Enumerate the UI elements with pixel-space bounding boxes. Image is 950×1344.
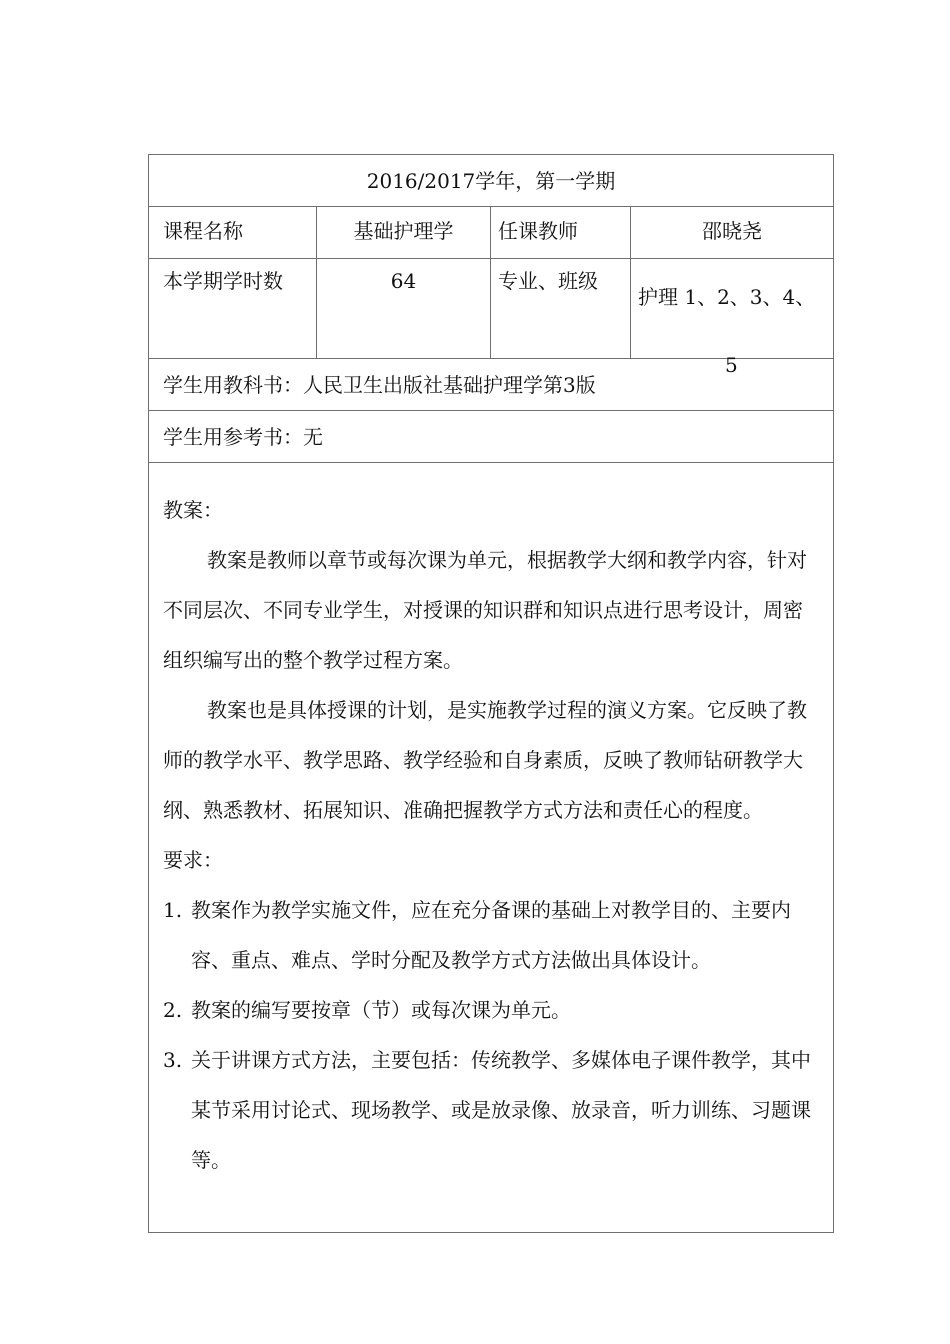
requirement-text: 教案作为教学实施文件，应在充分备课的基础上对教学目的、主要内容、重点、难点、学时分配及教学方式方法做出具体设计。 [191,898,791,972]
lesson-plan-form [148,154,834,1233]
requirement-text: 关于讲课方式方法，主要包括：传统教学、多媒体电子课件教学，其中某节采用讨论式、现场教学、或是放录像、放录音，听力训练、习题课等。 [191,1048,811,1172]
hours-label-cell [149,259,317,359]
requirement-text: 教案的编写要按章（节）或每次课为单元。 [191,998,571,1022]
hours-label: 本学期学时数 [163,269,283,293]
course-name-value-cell [317,207,491,259]
requirement-item [163,1035,815,1185]
major-class-label: 专业、班级 [498,269,598,293]
course-name-value: 基础护理学 [353,219,454,243]
requirement-number: 2. [163,998,183,1022]
reference-book-text: 学生用参考书：无 [149,411,834,463]
teacher-value-cell [631,207,834,259]
major-class-label-cell [491,259,631,359]
major-class-value: 护理 1、2、3、4、 [638,285,816,309]
lesson-plan-paragraph: 教案也是具体授课的计划，是实施教学过程的演义方案。它反映了教师的教学水平、教学思路、教学经验和自身素质，反映了教师钻研教学大纲、熟悉教材、拓展知识、准确把握教学方式方法和责任心的程度。 [163,698,807,822]
textbook-text: 学生用教科书：人民卫生出版社基础护理学第3版 [149,359,834,411]
major-class-value-continuation: 5 [725,353,738,377]
requirement-number: 3. [163,1048,183,1072]
hours-value-cell [317,259,491,359]
course-name-label: 课程名称 [163,219,243,243]
requirement-item [163,985,815,1035]
major-class-value-cell [631,259,834,377]
course-info-row [149,207,834,259]
term-heading: 2016/2017学年，第一学期 [149,155,834,207]
requirement-number: 1. [163,898,183,922]
course-name-label-cell [149,207,317,259]
hours-value: 64 [390,269,417,293]
lesson-plan-body-row [149,463,834,1233]
term-row [149,155,834,207]
hours-class-row [149,259,834,359]
requirements-title: 要求： [163,848,223,872]
reference-book-row [149,411,834,463]
teacher-value: 邵晓尧 [702,219,763,243]
requirement-item [163,885,815,985]
lesson-plan-paragraph: 教案是教师以章节或每次课为单元，根据教学大纲和教学内容，针对不同层次、不同专业学生，对授课的知识群和知识点进行思考设计，周密组织编写出的整个教学过程方案。 [163,548,807,672]
lesson-plan-body [149,463,834,1233]
teacher-label: 任课教师 [498,219,578,243]
teacher-label-cell [491,207,631,259]
lesson-plan-title: 教案： [163,498,223,522]
